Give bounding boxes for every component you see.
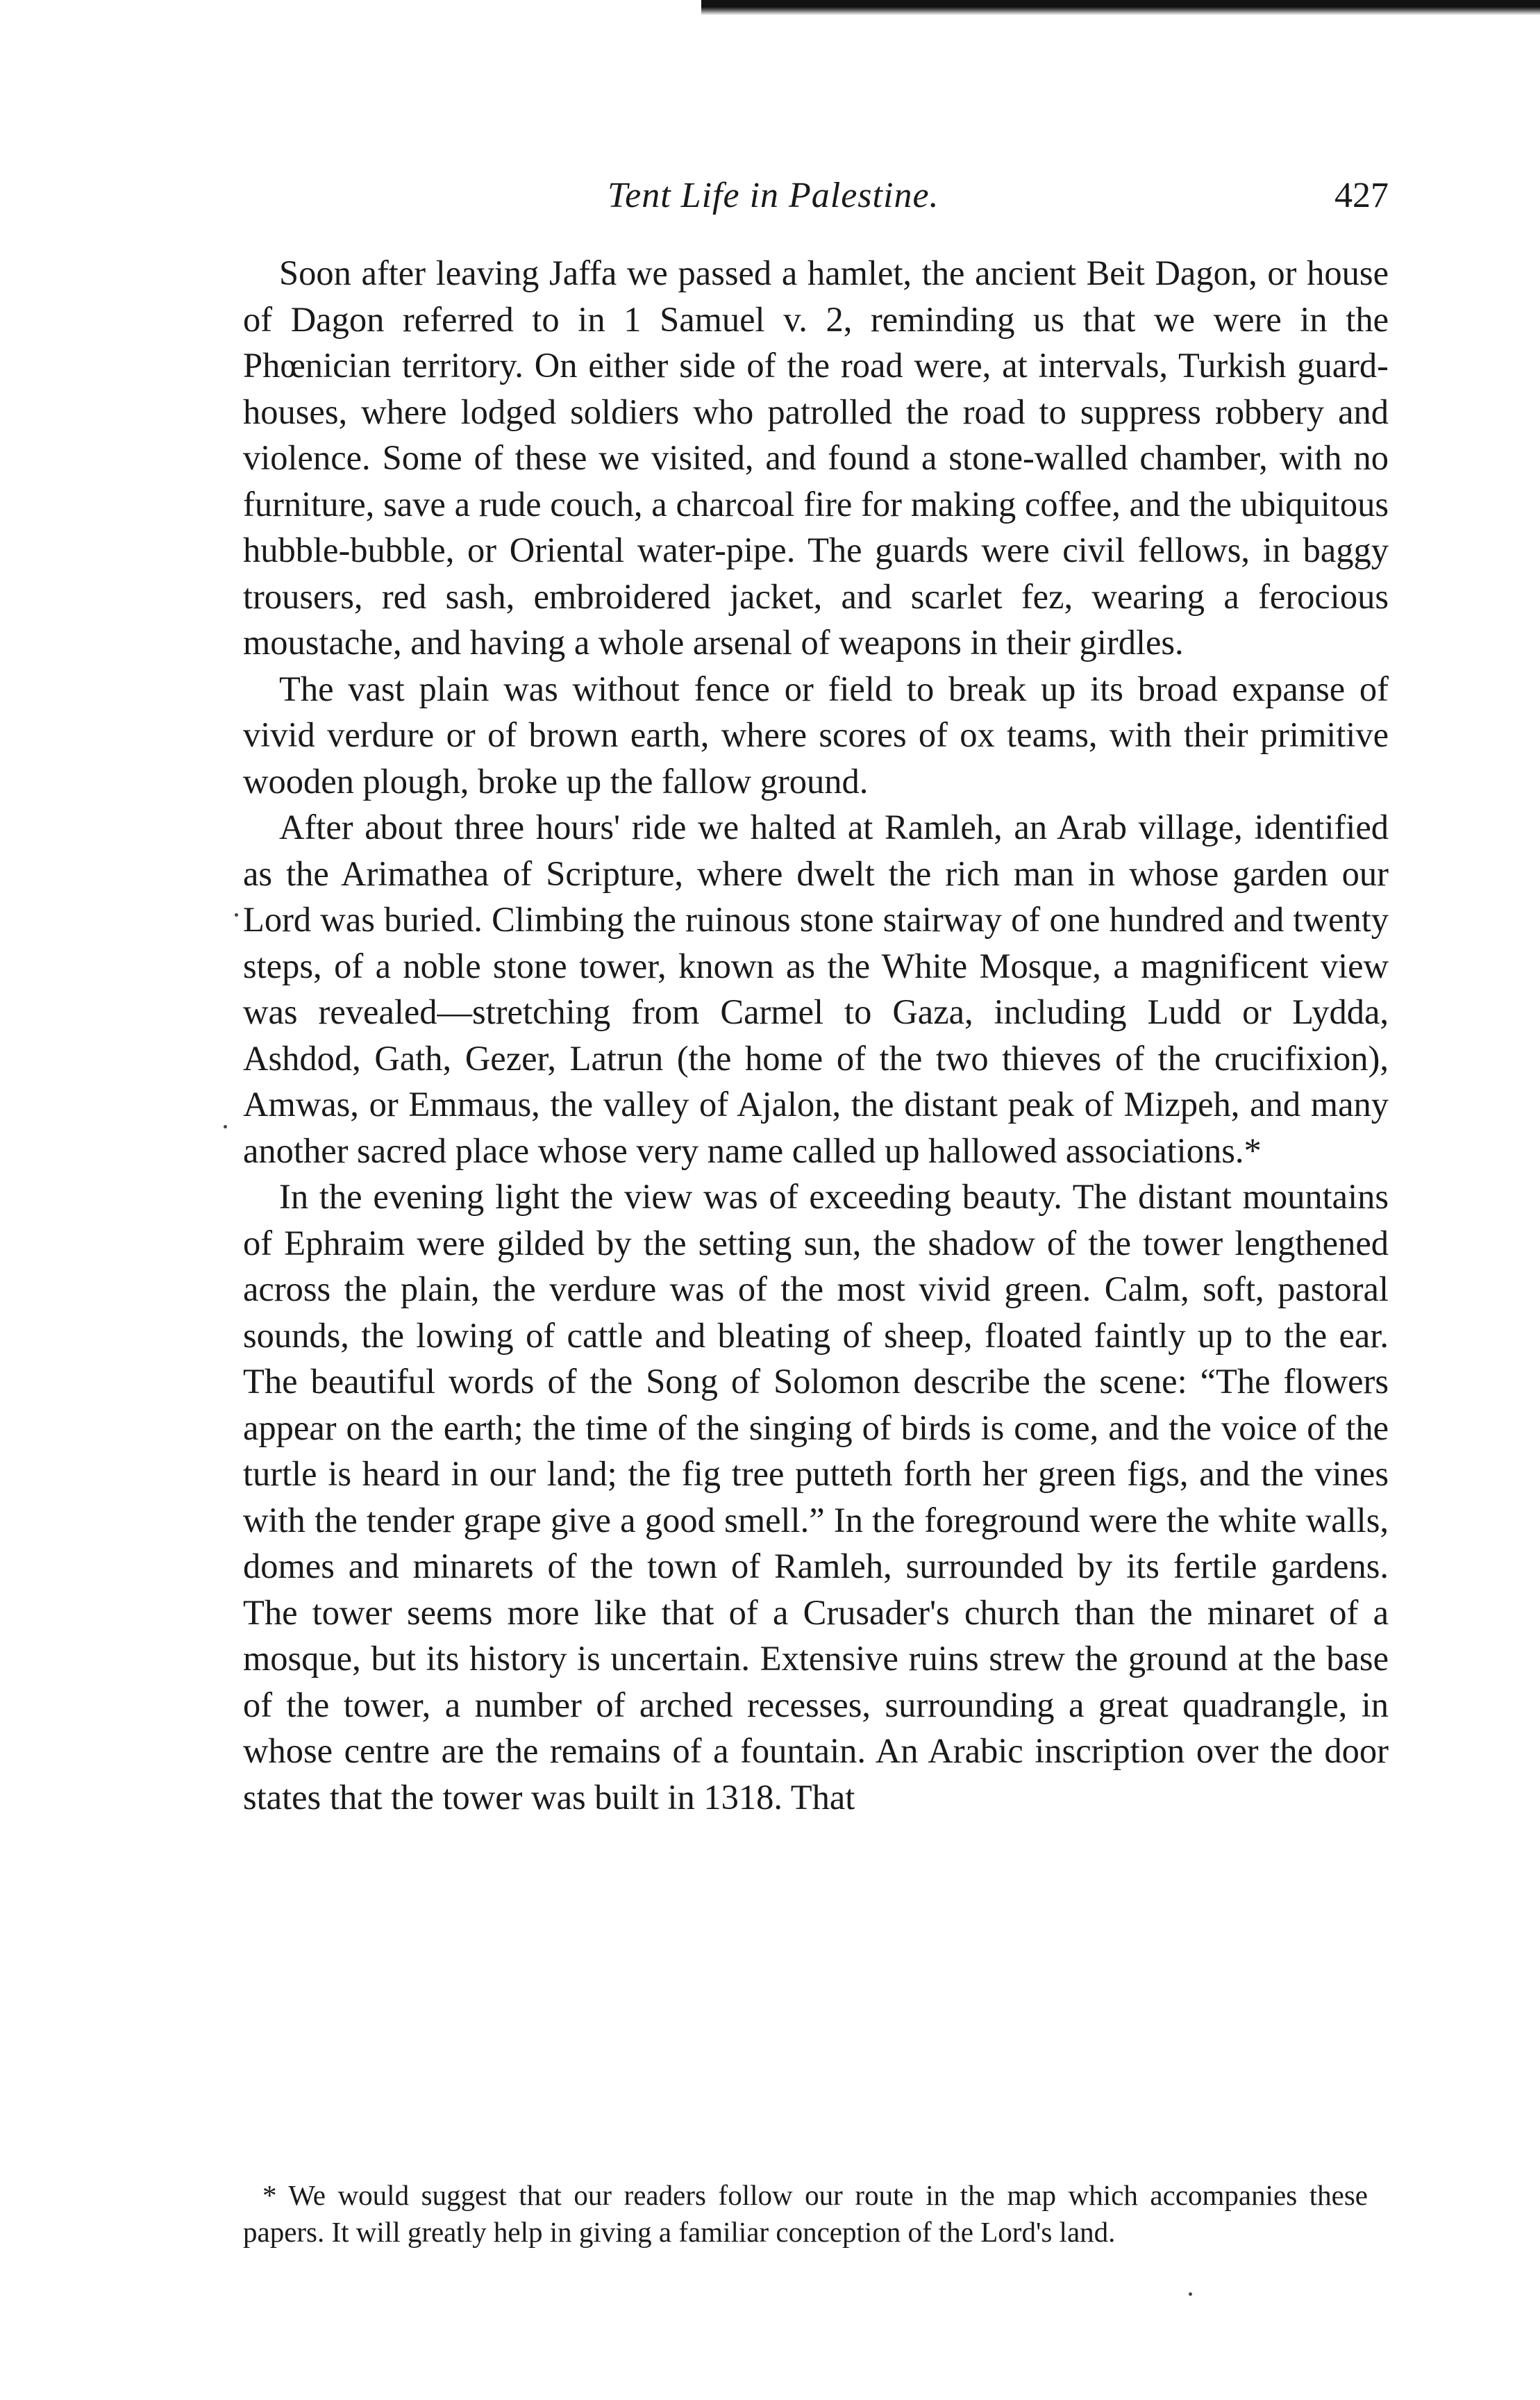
running-title: Tent Life in Palestine.: [608, 176, 939, 215]
body-text: [243, 250, 1389, 1820]
scan-speck: [235, 913, 238, 917]
page-header: [243, 168, 1389, 224]
scan-speck: [224, 1125, 227, 1128]
paragraph-beit-dagon: Soon after leaving Jaffa we passed a hamlet, the ancient Beit Dagon, or house of Dagon referred to in 1 Samuel v. 2, reminding us that we were in the Phœnician territory. On either side of the road were, at intervals, Turkish guard-houses, where lodged soldiers who patrolled the road to suppress robbery and violence. Some of these we visited, and found a stone-walled chamber, with no furniture, save a rude couch, a charcoal fire for making coffee, and the ubiquitous hubble-bubble, or Oriental water-pipe. The guards were civil fellows, in baggy trousers, red sash, embroidered jacket, and scarlet fez, wearing a ferocious moustache, and having a whole arsenal of weapons in their girdles.: [243, 253, 1389, 662]
scan-speck: [1189, 2292, 1192, 2296]
paragraph-vast-plain: The vast plain was without fence or field to break up its broad expanse of vivid verdure or of brown earth, where scores of ox teams, with their primitive wooden plough, broke up the fallow ground.: [243, 669, 1389, 801]
paragraph-evening-light: In the evening light the view was of exceeding beauty. The distant mountains of Ephraim were gilded by the setting sun, the shadow of the tower lengthened across the plain, the verdure was of the most vivid green. Calm, soft, pastoral sounds, the lowing of cattle and bleating of sheep, floated faintly up to the ear. The beautiful words of the Song of Solomon describe the scene: “The flowers appear on the earth; the time of the singing of birds is come, and the voice of the turtle is heard in our land; the fig tree putteth forth her green figs, and the vines with the tender grape give a good smell.” In the foreground were the white walls, domes and minarets of the town of Ramleh, surrounded by its fertile gardens. The tower seems more like that of a Crusader's church than the minaret of a mosque, but its history is uncertain. Extensive ruins strew the ground at the base of the tower, a number of arched recesses, surrounding a great quadrangle, in whose centre are the remains of a fountain. An Arabic inscription over the door states that the tower was built in 1318. That: [243, 1177, 1389, 1817]
page-number: 427: [1334, 176, 1389, 215]
paragraph-ramleh: After about three hours' ride we halted at Ramleh, an Arab village, identified as the Arimathea of Scripture, where dwelt the rich man in whose garden our Lord was buried. Climbing the ruinous stone stairway of one hundred and twenty steps, of a noble stone tower, known as the White Mosque, a magnificent view was revealed—stretching from Carmel to Gaza, including Ludd or Lydda, Ashdod, Gath, Gezer, Latrun (the home of the two thieves of the crucifixion), Amwas, or Emmaus, the valley of Ajalon, the distant peak of Mizpeh, and many another sacred place whose very name called up hallowed associations.*: [243, 808, 1389, 1170]
scan-edge-rule: [701, 0, 1540, 15]
footnote: * We would suggest that our readers follow our route in the map which accompanies these papers. It will greatly help in giving a familiar conception of the Lord's land.: [243, 2179, 1368, 2248]
